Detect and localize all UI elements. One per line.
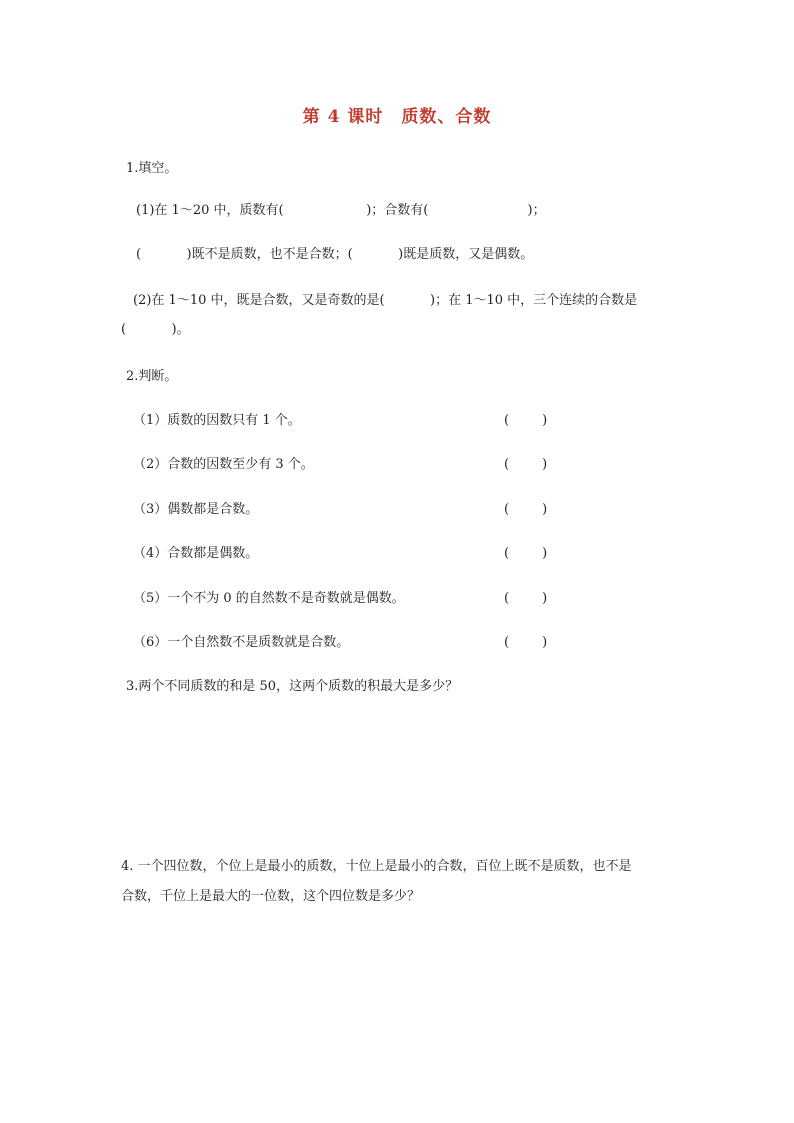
q4-question-line1: 4. 一个四位数，个位上是最小的质数，十位上是最小的合数，百位上既不是质数，也不是 [121,859,632,874]
q2-item-6-answer-paren: ( ) [504,635,548,650]
q1-part1-line2: ( )既不是质数，也不是合数；( )既是质数，又是偶数。 [136,247,534,262]
q1-part2-line1: (2)在 1～10 中，既是合数，又是奇数的是( )；在 1～10 中，三个连续的合数是 [133,293,638,308]
q2-item-3: （3）偶数都是合数。 [133,502,259,517]
q2-heading: 2.判断。 [126,369,178,384]
q2-item-1: （1）质数的因数只有 1 个。 [133,413,301,428]
q2-item-5-answer-paren: ( ) [504,591,548,606]
q2-item-1-answer-paren: ( ) [504,413,548,428]
q4-question-line2: 合数，千位上是最大的一位数，这个四位数是多少？ [121,889,421,904]
q1-heading: 1.填空。 [126,161,178,176]
q2-item-5: （5）一个不为 0 的自然数不是奇数就是偶数。 [133,591,405,606]
q2-item-4-answer-paren: ( ) [504,546,548,561]
q2-item-2-answer-paren: ( ) [504,457,548,472]
q2-item-4: （4）合数都是偶数。 [133,546,259,561]
q2-item-6: （6）一个自然数不是质数就是合数。 [133,635,350,650]
q2-item-2: （2）合数的因数至少有 3 个。 [133,457,314,472]
q3-question: 3.两个不同质数的和是 50，这两个质数的积最大是多少？ [126,679,459,694]
q2-item-3-answer-paren: ( ) [504,502,548,517]
q1-part1-line1: (1)在 1～20 中，质数有( )；合数有( )； [136,203,546,218]
page-title: 第 4 课时 质数、合数 [302,107,492,127]
q1-part2-line2: ( )。 [121,322,190,337]
